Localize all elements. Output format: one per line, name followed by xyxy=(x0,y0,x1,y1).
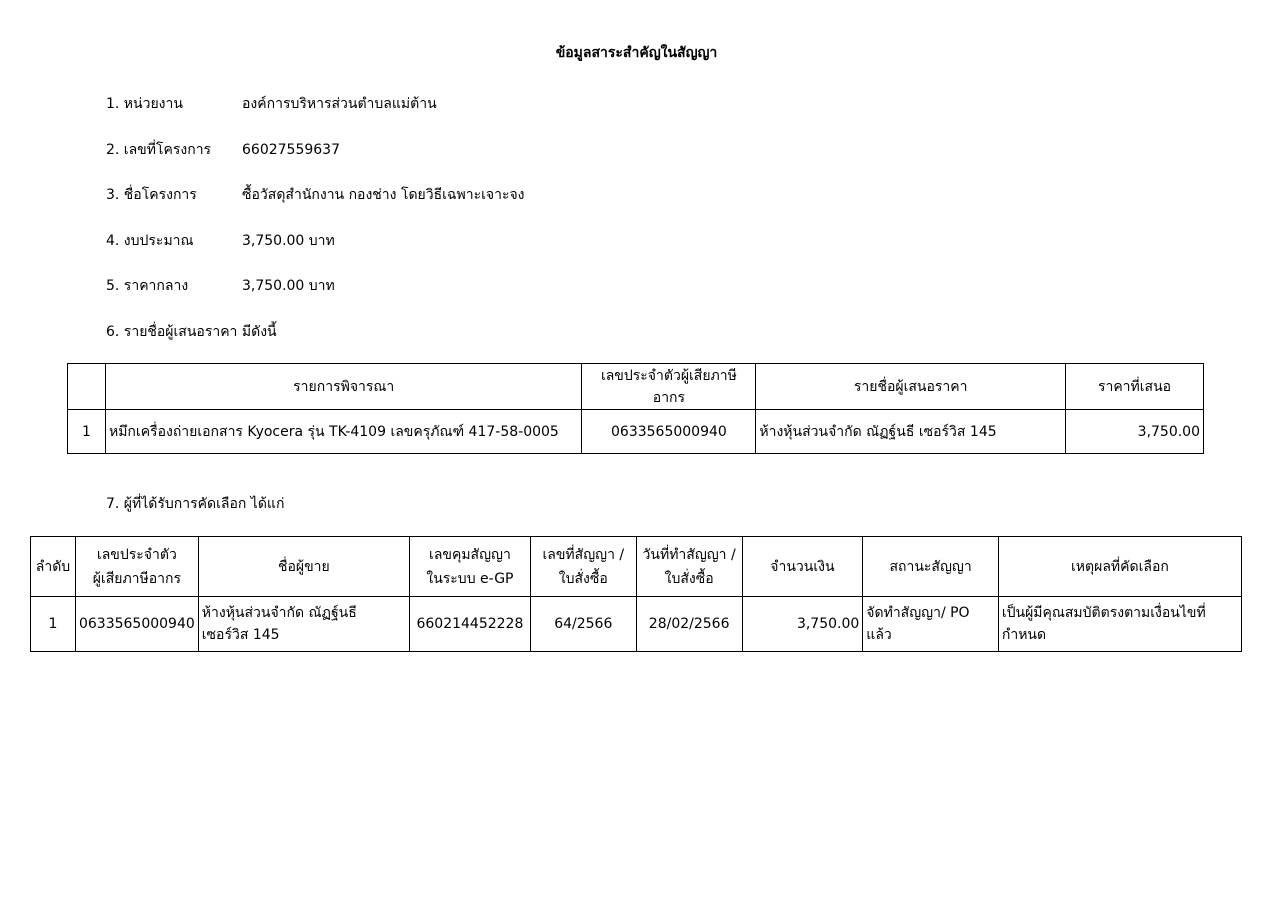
field-label: 1. หน่วยงาน xyxy=(106,96,183,112)
table-cell: ห้างหุ้นส่วนจำกัด ณัฏฐ์นธี เซอร์วิส 145 xyxy=(198,597,409,652)
table-cell: 660214452228 xyxy=(409,597,530,652)
table-cell: หมึกเครื่องถ่ายเอกสาร Kyocera รุ่น TK-4109 เลขครุภัณฑ์ 417-58-0005 xyxy=(105,410,581,454)
field-label: 5. ราคากลาง xyxy=(106,278,189,294)
field-value: ซื้อวัสดุสำนักงาน กองช่าง โดยวิธีเฉพาะเจาะจง xyxy=(242,187,525,203)
header-line: ชื่อผู้ขาย xyxy=(277,558,330,575)
header-cell: รายชื่อผู้เสนอราคา xyxy=(756,364,1066,410)
table-cell: 0633565000940 xyxy=(582,410,756,454)
table-cell: 3,750.00 xyxy=(742,597,863,652)
header-cell xyxy=(636,537,742,597)
header-cell xyxy=(68,364,106,410)
document-title: ข้อมูลสาระสำคัญในสัญญา xyxy=(555,45,718,61)
field-value: 3,750.00 บาท xyxy=(242,233,335,249)
header-cell: เลขประจำตัวผู้เสียภาษีอากร xyxy=(582,364,756,410)
winners-table xyxy=(30,536,1242,652)
header-cell xyxy=(742,537,863,597)
table-cell: 1 xyxy=(68,410,106,454)
bidders-heading: 6. รายชื่อผู้เสนอราคา มีดังนี้ xyxy=(106,324,277,340)
table-cell: 28/02/2566 xyxy=(636,597,742,652)
header-line: เลขประจำตัว xyxy=(96,546,177,563)
table-row xyxy=(68,410,1204,454)
header-line: เลขคุมสัญญา xyxy=(429,546,511,563)
header-cell xyxy=(409,537,530,597)
header-line: สถานะสัญญา xyxy=(889,558,972,575)
field-value: องค์การบริหารส่วนตำบลแม่ต้าน xyxy=(242,96,437,112)
header-cell xyxy=(863,537,999,597)
header-cell xyxy=(998,537,1241,597)
table-cell: 3,750.00 xyxy=(1066,410,1204,454)
table-cell: ห้างหุ้นส่วนจำกัด ณัฏฐ์นธี เซอร์วิส 145 xyxy=(756,410,1066,454)
table-cell: 1 xyxy=(31,597,76,652)
table-header-row xyxy=(68,364,1204,410)
header-line: จำนวนเงิน xyxy=(770,558,835,575)
header-cell xyxy=(530,537,636,597)
header-line: ผู้เสียภาษีอากร xyxy=(92,570,182,587)
table-cell: เป็นผู้มีคุณสมบัติตรงตามเงื่อนไขที่กำหนด xyxy=(998,597,1241,652)
header-line: วันที่ทำสัญญา / xyxy=(642,546,736,563)
table-row xyxy=(31,597,1242,652)
header-cell xyxy=(75,537,198,597)
field-label: 4. งบประมาณ xyxy=(106,233,194,249)
table-cell: 64/2566 xyxy=(530,597,636,652)
table-header-row xyxy=(31,537,1242,597)
field-value: 66027559637 xyxy=(242,142,340,158)
bidders-table xyxy=(67,363,1204,454)
header-cell: รายการพิจารณา xyxy=(105,364,581,410)
field-value: 3,750.00 บาท xyxy=(242,278,335,294)
field-label: 2. เลขที่โครงการ xyxy=(106,142,212,158)
header-line: ใบสั่งซื้อ xyxy=(558,570,608,587)
header-line: เหตุผลที่คัดเลือก xyxy=(1071,558,1169,575)
header-cell xyxy=(31,537,76,597)
header-line: เลขที่สัญญา / xyxy=(542,546,625,563)
winners-heading: 7. ผู้ที่ได้รับการคัดเลือก ได้แก่ xyxy=(106,496,285,512)
header-line: ใบสั่งซื้อ xyxy=(664,570,714,587)
header-line: ลำดับ xyxy=(35,558,71,575)
table-cell: 0633565000940 xyxy=(75,597,198,652)
header-line: ในระบบ e-GP xyxy=(426,570,514,587)
table-cell: จัดทำสัญญา/ PO แล้ว xyxy=(863,597,999,652)
field-label: 3. ชื่อโครงการ xyxy=(106,187,197,203)
header-cell xyxy=(198,537,409,597)
header-cell: ราคาที่เสนอ xyxy=(1066,364,1204,410)
